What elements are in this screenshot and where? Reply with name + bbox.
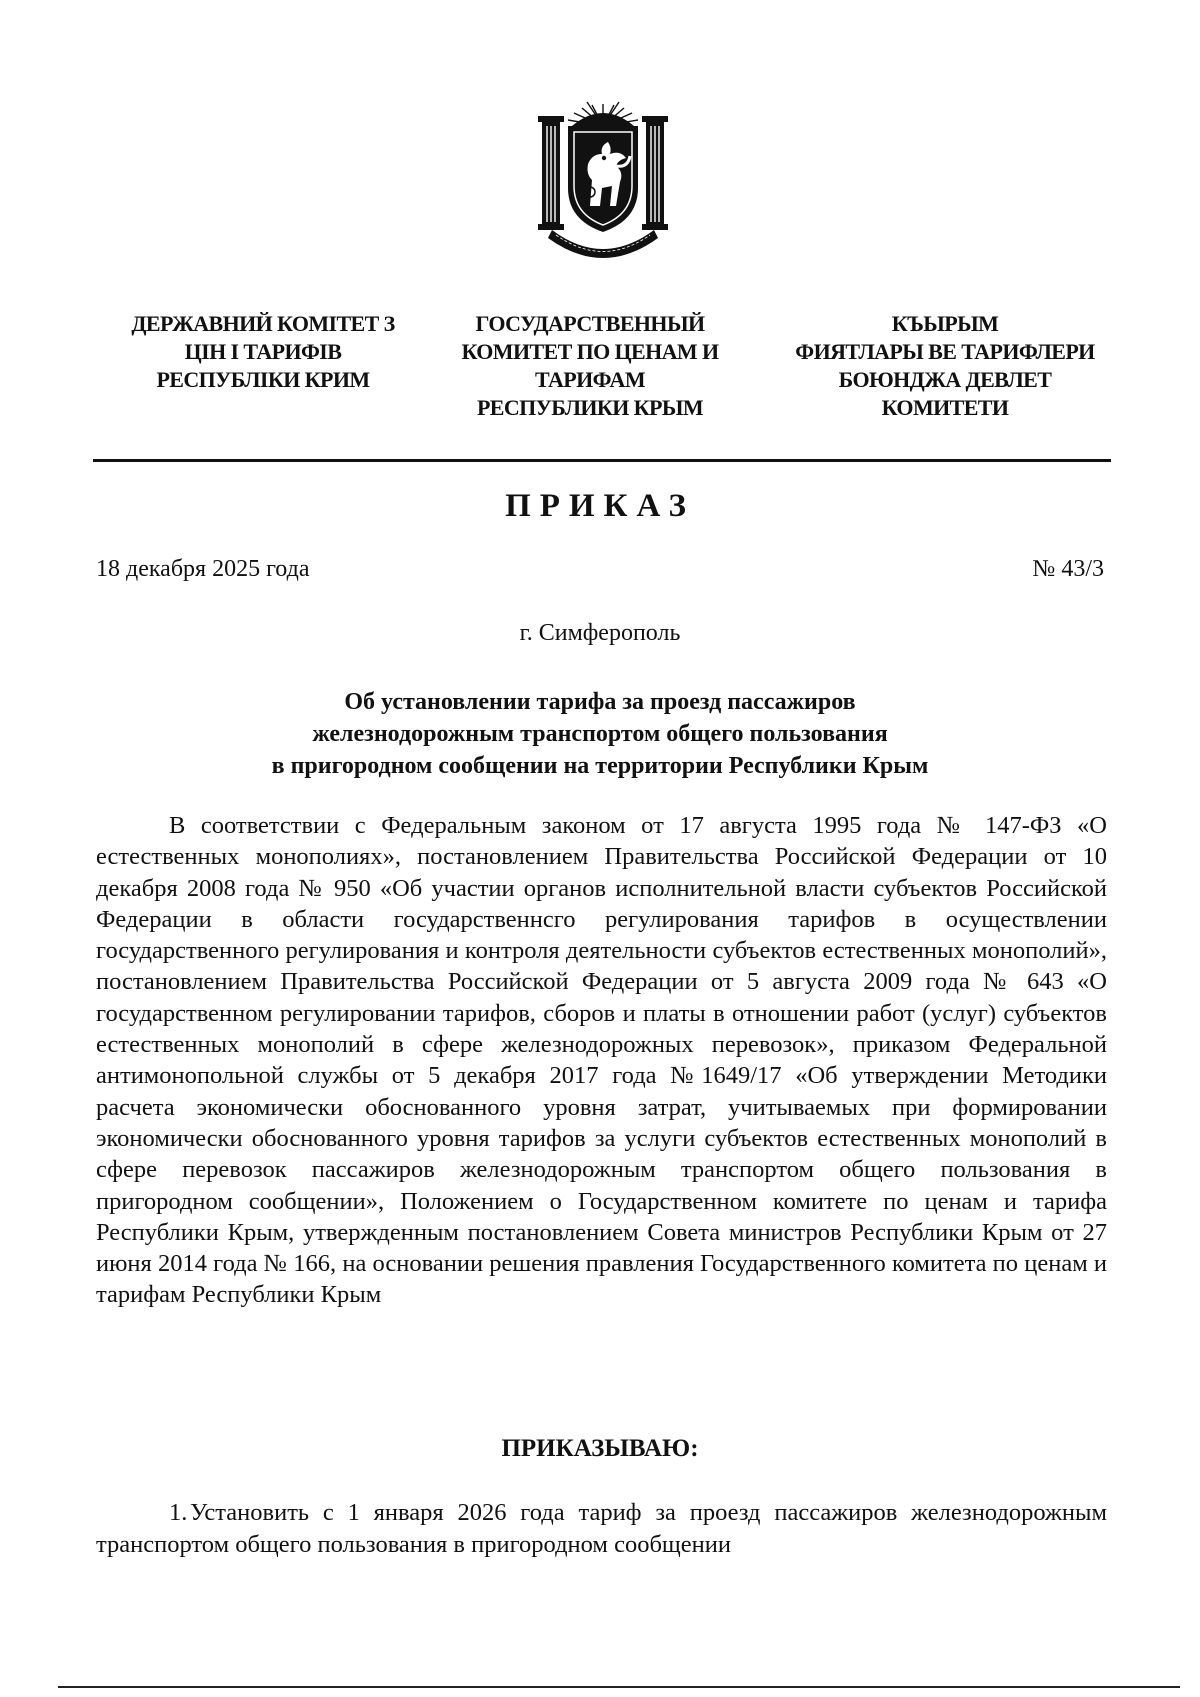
header-divider — [93, 459, 1111, 462]
order-item-1-text: Установить с 1 января 2026 года тариф за проезд пассажиров железнодорожным транспортом общего пользования в пригородном сообщении — [96, 1499, 1107, 1558]
crimea-coat-of-arms-icon — [532, 96, 674, 262]
document-date: 18 декабря 2025 года — [96, 556, 310, 582]
document-title: ПРИКАЗ — [505, 488, 695, 524]
page-bottom-edge — [58, 1686, 1180, 1688]
document-city: г. Симферополь — [519, 620, 681, 646]
coat-of-arms-emblem — [532, 96, 674, 262]
header-kt-line: ФИЯТЛАРЫ ВЕ ТАРИФЛЕРИ — [795, 339, 1095, 364]
preamble-paragraph: В соответствии с Федеральным законом от 17 августа 1995 года № 147-ФЗ «О естественных монополиях», постановлением Правительства Российской Федерации от 10 декабря 2008 года № 950 «Об участии органов исполнительной власти субъектов Российской Федерации в области государственнсго регулирования тарифов в осуществлении государственного регулирования и контроля деятельности субъектов естественных монополий», постановлением Правительства Российской Федерации от 5 августа 2009 года № 643 «О государственном регулировании тарифов, сборов и платы в отношении работ (услуг) субъектов естественных монополий в сфере железнодорожных перевозок», приказом Федеральной антимонопольной службы от 5 декабря 2017 года №1649/17 «Об утверждении Методики расчета экономически обоснованного уровня затрат, учитываемых при формировании экономически обоснованного уровня тарифов за услуги субъектов естественных монополий в сфере перевозок пассажиров железнодорожным транспортом общего пользования в пригородном сообщении», Положением о Государственном комитете по ценам и тарифа Республики Крым, утвержденным постановлением Совета министров Республики Крым от 27 июня 2014 года № 166, на основании решения правления Государственного комитета по ценам и тарифам Республики Крым — [96, 812, 1107, 1309]
subject-line: в пригородном сообщении на территории Республики Крым — [271, 753, 929, 779]
order-item-1-number: 1. — [169, 1499, 188, 1526]
header-ua-line: ЦІН І ТАРИФІВ — [184, 339, 342, 364]
header-ru-line: ГОСУДАРСТВЕННЫЙ — [475, 311, 705, 336]
header-ua-line: РЕСПУБЛІКИ КРИМ — [156, 367, 370, 392]
header-crimean-tatar — [770, 310, 1120, 422]
header-ru-line: РЕСПУБЛИКИ КРЫМ — [476, 395, 704, 420]
header-ru-line: ТАРИФАМ — [535, 367, 645, 392]
header-russian — [440, 310, 740, 422]
subject-line: железнодорожным транспортом общего пользования — [312, 721, 888, 747]
document-number: № 43/3 — [1032, 556, 1104, 582]
header-ua-line: ДЕРЖАВНИЙ КОМІТЕТ З — [131, 311, 395, 336]
header-kt-line: БОЮНДЖА ДЕВЛЕТ — [838, 367, 1052, 392]
subject-line: Об установлении тарифа за проезд пассажиров — [344, 689, 856, 715]
order-heading: ПРИКАЗЫВАЮ: — [501, 1435, 699, 1462]
document-subject — [100, 686, 1100, 782]
header-kt-line: КЪЫРЫМ — [891, 311, 999, 336]
header-kt-line: КОМИТЕТИ — [881, 395, 1009, 420]
order-item-1 — [96, 1497, 1107, 1561]
header-ru-line: КОМИТЕТ ПО ЦЕНАМ И — [461, 339, 719, 364]
header-ukrainian — [118, 310, 408, 394]
order-item-1-lead — [96, 1497, 190, 1529]
